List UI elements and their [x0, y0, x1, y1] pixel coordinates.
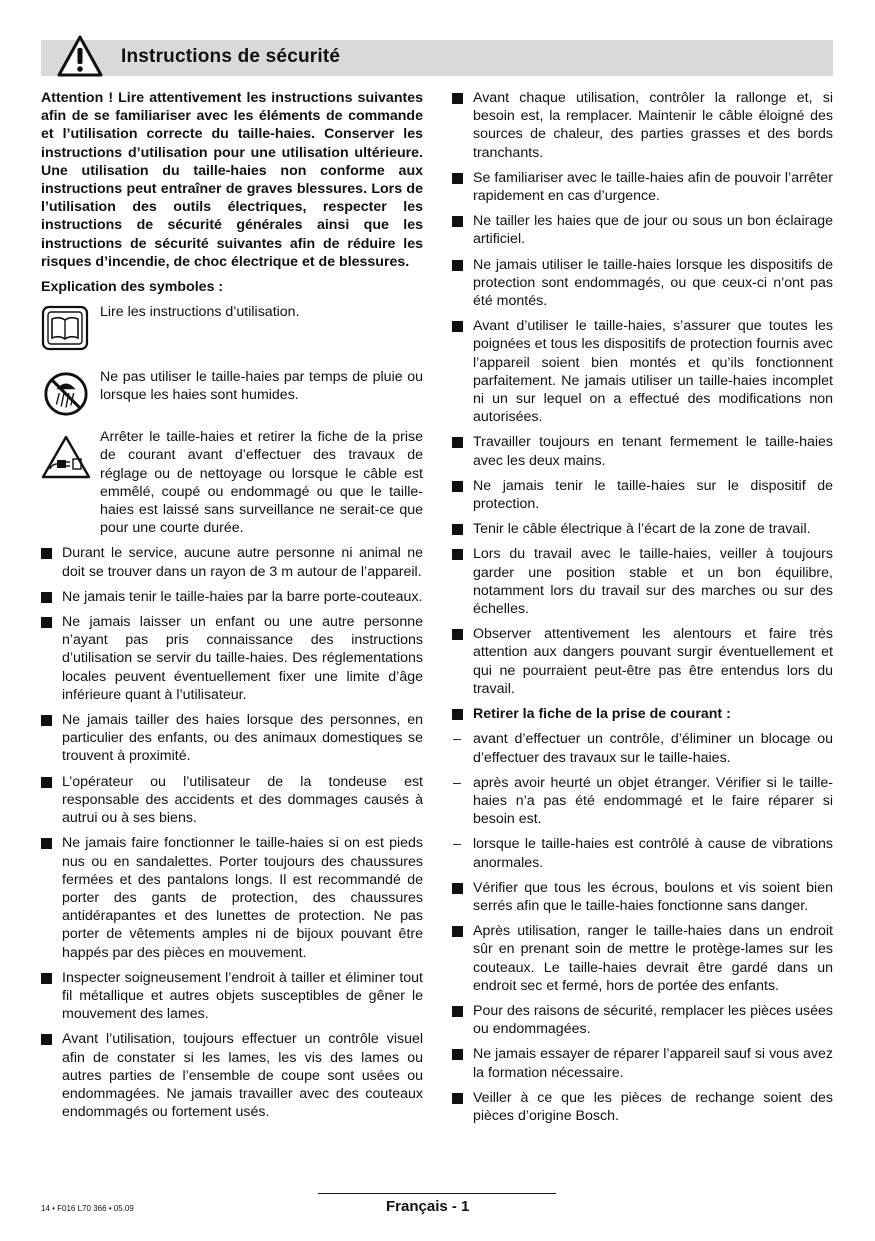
list-item: Travailler toujours en tenant fermement le taille-haies avec les deux mains. [452, 433, 833, 469]
left-column [41, 89, 423, 1128]
list-item: Avant chaque utilisation, contrôler la rallonge et, si besoin est, la remplacer. Maintenir le câble éloigné des sources de chaleur, des parties grasses et des bords tranchants. [452, 89, 833, 162]
list-item: Se familiariser avec le taille-haies afin de pouvoir l’arrêter rapidement en cas d’urgence. [452, 169, 833, 205]
list-item: Ne jamais laisser un enfant ou une autre personne n’ayant pas pris connaissance des instructions d’utilisation se servir du taille-haies. Des réglementations locales peuvent éventuellement fixer une limite d’âge inférieure quant à l’utilisateur. [41, 613, 423, 704]
list-item: Après utilisation, ranger le taille-haies dans un endroit sûr en prenant soin de mettre le protège-lames sur les couteaux. Le taille-haies devrait être gardé dans un endroit sec et fermé, hors de portée des enfants. [452, 922, 833, 995]
list-item: Vérifier que tous les écrous, boulons et vis soient bien serrés afin que le taille-haies fonctionne sans danger. [452, 879, 833, 915]
section-header [41, 40, 833, 76]
list-item: Avant l’utilisation, toujours effectuer un contrôle visuel afin de constater si les lames, les vis des lames ou autres parties de l’ensemble de coupe sont usées ou endommagées. Ne jamais travailler avec des couteaux endommagés ou fortement usés. [41, 1030, 423, 1121]
list-item: Durant le service, aucune autre personne ni animal ne doit se trouver dans un rayon de 3 m autour de l’appareil. [41, 544, 423, 580]
symbol-text: Arrêter le taille-haies et retirer la fiche de la prise de courant avant d’effectuer des travaux de réglage ou de nettoyage ou lorsque le câble est emmêlé, coupé ou endommagé ou que le taille-haies est laissé sans surveillance ne serait-ce que pour une courte durée. [100, 429, 423, 537]
intro-warning: Attention ! Lire attentivement les instructions suivantes afin de se familiariser avec les éléments de commande et l’utilisation correcte du taille-haies. Conserver les instructions d’utilisation pour une utilisation ultérieure. Une utilisation du taille-haies non conforme aux instructions peut entraîner de graves blessures. Lors de l’utilisation des outils électriques, respecter les instructions de sécurité générales ainsi que les instructions de sécurité suivantes afin de réduire les risques d’incendie, de choc électrique et de blessures. [41, 90, 423, 270]
list-item: Ne tailler les haies que de jour ou sous un bon éclairage artificiel. [452, 212, 833, 248]
right-column [452, 89, 833, 1132]
list-item: Ne jamais utiliser le taille-haies lorsque les dispositifs de protection sont endommagés, ou que ceux-ci n’ont pas été montés. [452, 256, 833, 311]
list-item: Tenir le câble électrique à l’écart de la zone de travail. [452, 520, 833, 538]
list-item: Ne jamais tenir le taille-haies sur le dispositif de protection. [452, 477, 833, 513]
symbol-text: Ne pas utiliser le taille-haies par temps de pluie ou lorsque les haies sont humides. [100, 369, 423, 404]
unplug-warning-icon [41, 434, 91, 480]
symbol-row [41, 368, 423, 418]
dash-item: – après avoir heurté un objet étranger. Vérifier si le taille-haies n’a pas été endommagé et le faire réparer si besoin est. [452, 774, 833, 829]
page-title: Instructions de sécurité [121, 46, 341, 67]
list-item: Avant d’utiliser le taille-haies, s’assurer que toutes les poignées et tous les dispositifs de protection fournis avec l’appareil soient bien montés et qu’ils fonctionnent parfaitement. Ne jamais utiliser un taille-haies incomplet ni un sur lequel on a effectué des modifications non autorisées. [452, 317, 833, 426]
symbol-text: Lire les instructions d’utilisation. [100, 304, 300, 321]
plug-heading: Retirer la fiche de la prise de courant : [452, 705, 833, 723]
list-item: Ne jamais tailler des haies lorsque des personnes, en particulier des enfants, ou des animaux domestiques se trouvent à proximité. [41, 711, 423, 766]
list-item: Ne jamais essayer de réparer l’appareil sauf si vous avez la formation nécessaire. [452, 1045, 833, 1081]
list-item: Pour des raisons de sécurité, remplacer les pièces usées ou endommagées. [452, 1002, 833, 1038]
footer-divider [318, 1193, 556, 1194]
warning-triangle-icon [56, 34, 104, 78]
dash-item: – lorsque le taille-haies est contrôlé à cause de vibrations anormales. [452, 835, 833, 871]
list-item: Ne jamais faire fonctionner le taille-haies si on est pieds nus ou en sandalettes. Porter toujours des chaussures fermées et des pantalons longs. Il est recommandé de porter des gants de protection, des chaussures antidérapantes et des lunettes de protection. Ne pas porter de vêtements amples ni de bijoux pouvant être happés par des pièces en mouvement. [41, 834, 423, 961]
list-item: Ne jamais tenir le taille-haies par la barre porte-couteaux. [41, 588, 423, 606]
document-code: 14 • F016 L70 366 • 05.09 [41, 1204, 134, 1213]
manual-book-icon [41, 305, 91, 351]
dash-item: – avant d’effectuer un contrôle, d’éliminer un blocage ou d’effectuer des travaux sur le taille-haies. [452, 730, 833, 766]
list-item: L’opérateur ou l’utilisateur de la tondeuse est responsable des accidents et des dommages causés à autrui ou à ses biens. [41, 773, 423, 828]
symbols-heading: Explication des symboles : [41, 279, 224, 296]
no-rain-icon [41, 370, 91, 418]
symbol-row [41, 303, 423, 351]
list-item: Lors du travail avec le taille-haies, veiller à toujours garder une position stable et un bon équilibre, notamment lors du travail sur des marches ou sur des échelles. [452, 545, 833, 618]
symbol-row [41, 428, 423, 537]
list-item: Inspecter soigneusement l’endroit à tailler et éliminer tout fil métallique et autres objets susceptibles de gêner le mouvement des lames. [41, 969, 423, 1024]
list-item: Veiller à ce que les pièces de rechange soient des pièces d’origine Bosch. [452, 1089, 833, 1125]
page-number: Français - 1 [386, 1198, 470, 1215]
list-item: Observer attentivement les alentours et faire très attention aux dangers pouvant surgir éventuellement et qui ne pourraient peut-être pas être entendus lors du travail. [452, 625, 833, 698]
